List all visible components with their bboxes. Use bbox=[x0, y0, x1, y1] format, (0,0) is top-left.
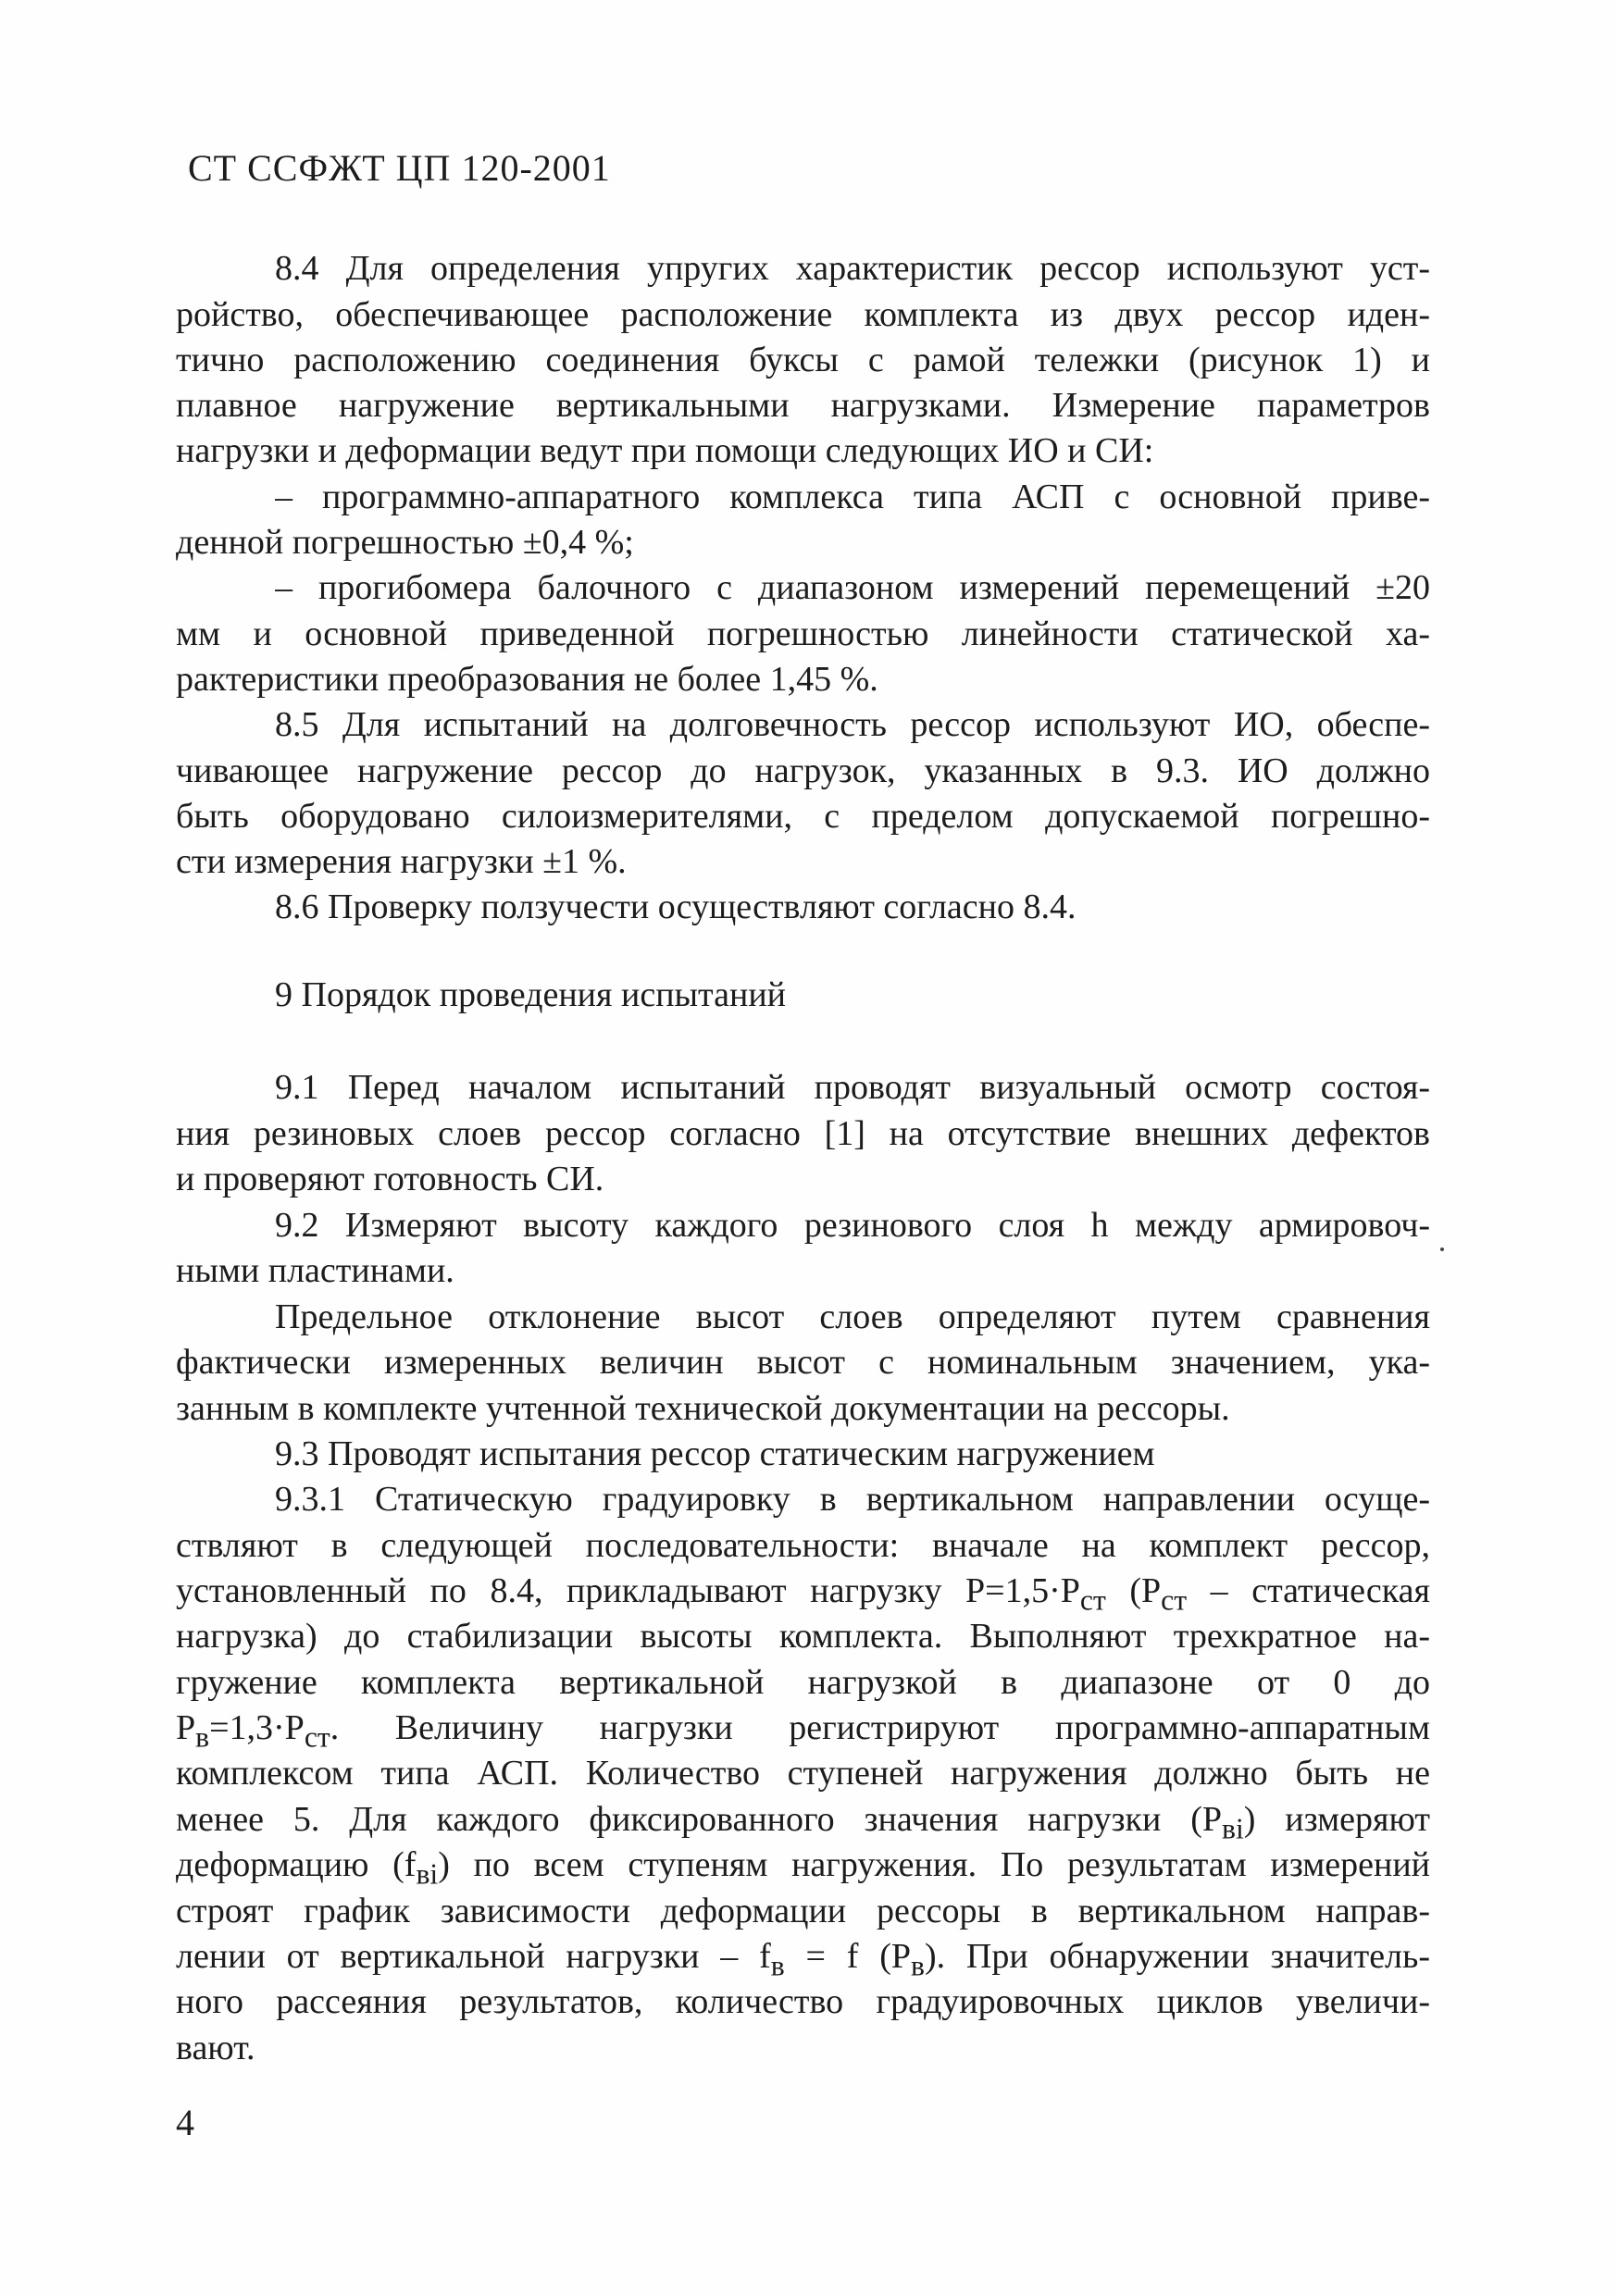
paragraph-8-5-line: 8.5 Для испытаний на долговечность рессор используют ИО, обеспе- bbox=[275, 705, 1430, 744]
subscript: ст bbox=[1161, 1583, 1188, 1614]
list-item-line: мм и основной приведенной погрешностью линейности статической ха- bbox=[176, 614, 1430, 653]
text-run: ) измеряют bbox=[1243, 1800, 1430, 1839]
text-run: . Величину нагрузки регистрируют программно-аппаратным bbox=[330, 1708, 1430, 1747]
paragraph-9-3-1-line: вают. bbox=[176, 2029, 255, 2067]
paragraph-9-3-1-line bbox=[176, 1933, 1430, 1980]
paragraph-9-3-1-line: 9.3.1 Статическую градуировку в вертикальном направлении осуще- bbox=[275, 1480, 1430, 1519]
subscript: вi bbox=[416, 1857, 439, 1888]
paragraph-9-1-line: и проверяют готовность СИ. bbox=[176, 1160, 604, 1198]
list-item-line: денной погрешностью ±0,4 %; bbox=[176, 523, 634, 562]
paragraph-9-3-1-line: гружение комплекта вертикальной нагрузкой в диапазоне от 0 до bbox=[176, 1663, 1430, 1702]
text-run: ). При обнаружении значитель- bbox=[924, 1937, 1430, 1976]
text-run: P bbox=[176, 1708, 196, 1747]
text-run: деформацию (f bbox=[176, 1845, 417, 1884]
subscript: в bbox=[911, 1949, 925, 1980]
paragraph-9-2-line: ными пластинами. bbox=[176, 1251, 454, 1290]
paragraph-deviation-line: Предельное отклонение высот слоев определяют путем сравнения bbox=[275, 1297, 1430, 1336]
text-run: ) по всем ступеням нагружения. По результатам измерений bbox=[438, 1845, 1430, 1884]
paragraph-8-5-line: чивающее нагружение рессор до нагрузок, указанных в 9.3. ИО должно bbox=[176, 751, 1430, 790]
paragraph-9-3-1-line bbox=[176, 1705, 1430, 1751]
list-item-line: – программно-аппаратного комплекса типа АСП с основной приве- bbox=[275, 478, 1430, 516]
section-9-heading: 9 Порядок проведения испытаний bbox=[275, 975, 787, 1014]
scan-artifact-dot bbox=[1440, 1247, 1444, 1251]
paragraph-8-5-line: сти измерения нагрузки ±1 %. bbox=[176, 842, 627, 881]
paragraph-8-4-line: нагрузки и деформации ведут при помощи следующих ИО и СИ: bbox=[176, 431, 1154, 470]
text-run: менее 5. Для каждого фиксированного значения нагрузки (P bbox=[176, 1800, 1223, 1839]
paragraph-9-3-1-line: ного рассеяния результатов, количество градуировочных циклов увеличи- bbox=[176, 1982, 1430, 2021]
running-header: СТ ССФЖТ ЦП 120-2001 bbox=[188, 147, 611, 189]
subscript: ст bbox=[304, 1720, 330, 1751]
paragraph-9-3-1-line: комплексом типа АСП. Количество ступеней нагружения должно быть не bbox=[176, 1754, 1430, 1793]
subscript: вi bbox=[1222, 1812, 1244, 1843]
paragraph-9-3-1-line bbox=[176, 1568, 1430, 1614]
text-run: лении от вертикальной нагрузки – f bbox=[176, 1937, 771, 1976]
text-run: установленный по 8.4, прикладывают нагрузку P=1,5·P bbox=[176, 1571, 1080, 1610]
paragraph-8-4-line: тично расположению соединения буксы с рамой тележки (рисунок 1) и bbox=[176, 341, 1430, 379]
paragraph-8-4-line: плавное нагружение вертикальными нагрузками. Измерение параметров bbox=[176, 386, 1430, 425]
text-run: = f (P bbox=[784, 1937, 911, 1976]
paragraph-9-3-1-line: ствляют в следующей последовательности: вначале на комплект рессор, bbox=[176, 1526, 1430, 1565]
paragraph-8-5-line: быть оборудовано силоизмерителями, с пределом допускаемой погрешно- bbox=[176, 797, 1430, 836]
paragraph-9-3-1-line bbox=[176, 1796, 1430, 1843]
text-run: =1,3·P bbox=[209, 1708, 305, 1747]
paragraph-8-4-line: ройство, обеспечивающее расположение комплекта из двух рессор иден- bbox=[176, 295, 1430, 334]
text-run: (P bbox=[1105, 1571, 1162, 1610]
subscript: в bbox=[195, 1720, 210, 1751]
paragraph-8-6-line: 8.6 Проверку ползучести осуществляют согласно 8.4. bbox=[275, 887, 1077, 926]
text-run: – статическая bbox=[1187, 1571, 1430, 1610]
paragraph-8-4-line: 8.4 Для определения упругих характеристик рессор используют уст- bbox=[275, 249, 1430, 288]
paragraph-9-3-1-line: нагрузка) до стабилизации высоты комплекта. Выполняют трехкратное на- bbox=[176, 1617, 1430, 1656]
list-item-line: – прогибомера балочного с диапазоном измерений перемещений ±20 bbox=[275, 568, 1430, 607]
paragraph-deviation-line: фактически измеренных величин высот с номинальным значением, ука- bbox=[176, 1343, 1430, 1382]
paragraph-9-1-line: 9.1 Перед началом испытаний проводят визуальный осмотр состоя- bbox=[275, 1068, 1430, 1107]
paragraph-9-3-1-line: строят график зависимости деформации рессоры в вертикальном направ- bbox=[176, 1892, 1430, 1930]
paragraph-9-3-line: 9.3 Проводят испытания рессор статическим нагружением bbox=[275, 1434, 1155, 1473]
paragraph-9-2-line: 9.2 Измеряют высоту каждого резинового слоя h между армировоч- bbox=[275, 1206, 1430, 1245]
paragraph-9-1-line: ния резиновых слоев рессор согласно [1] на отсутствие внешних дефектов bbox=[176, 1114, 1430, 1153]
list-item-line: рактеристики преобразования не более 1,45 %. bbox=[176, 660, 878, 699]
subscript: в bbox=[770, 1949, 785, 1980]
paragraph-9-3-1-line bbox=[176, 1842, 1430, 1888]
page-number: 4 bbox=[176, 2102, 194, 2143]
subscript: ст bbox=[1079, 1583, 1106, 1614]
paragraph-deviation-line: занным в комплекте учтенной технической документации на рессоры. bbox=[176, 1389, 1230, 1428]
